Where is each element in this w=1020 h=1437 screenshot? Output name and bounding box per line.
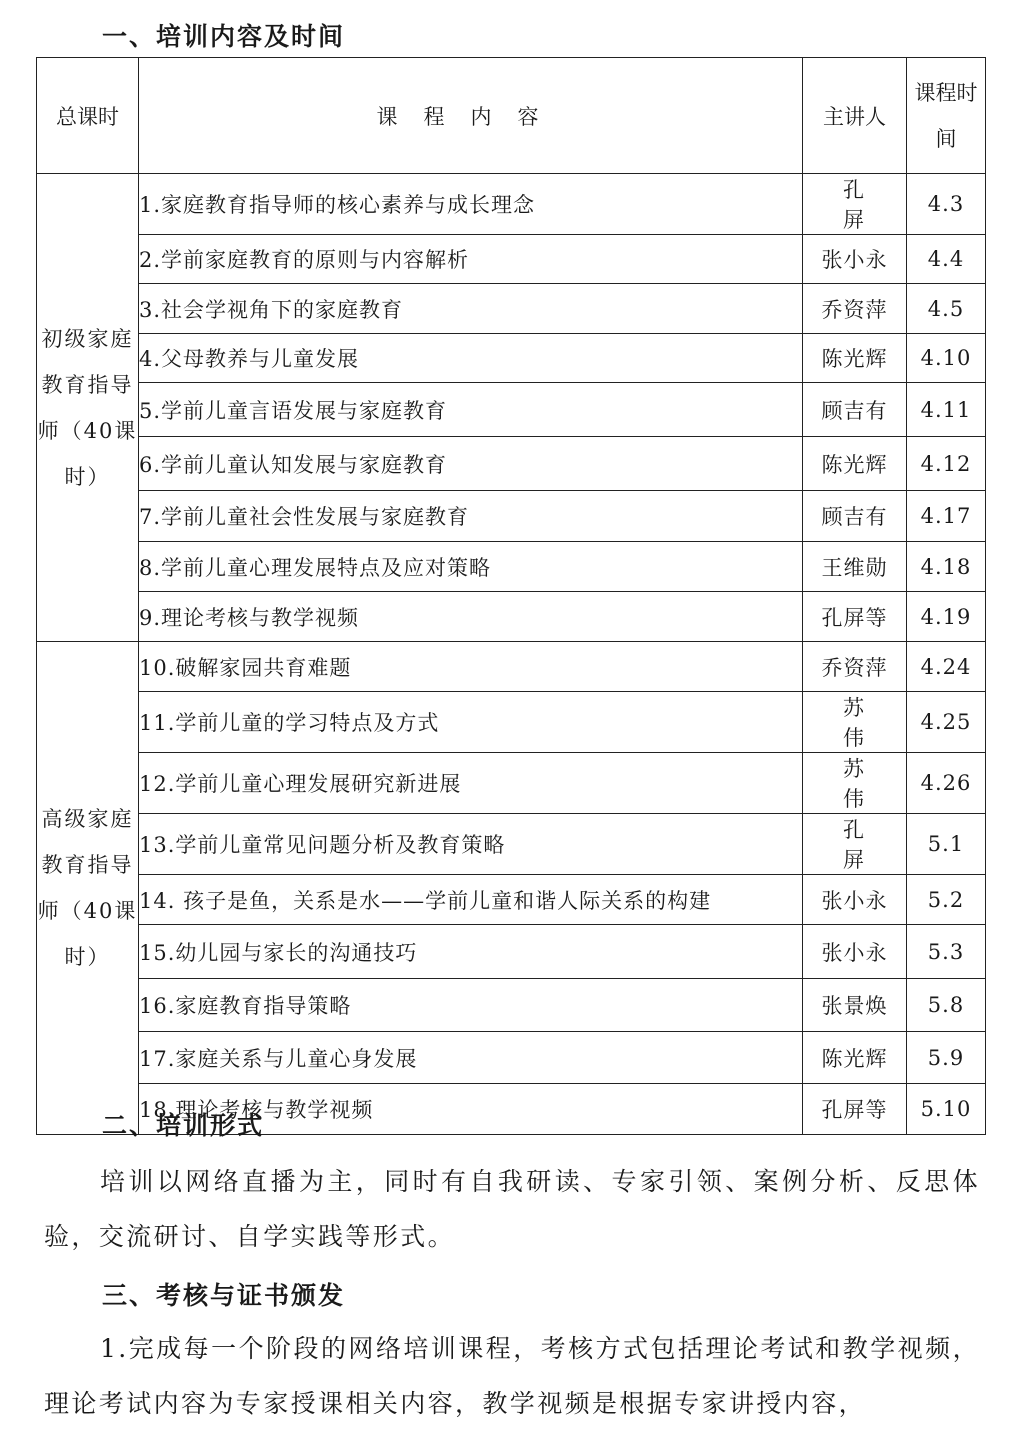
course-date: 4.11 [907, 383, 986, 437]
header-lecturer: 主讲人 [803, 58, 907, 174]
table-row [37, 235, 986, 284]
course-title: 13.学前儿童常见问题分析及教育策略 [139, 814, 803, 875]
course-title: 1.家庭教育指导师的核心素养与成长理念 [139, 174, 803, 235]
lecturer-name: 孔屏 [803, 174, 907, 235]
course-date: 4.5 [907, 284, 986, 334]
header-course-time: 课程时间 [907, 58, 986, 174]
table-row [37, 1032, 986, 1084]
lecturer-name: 乔资萍 [803, 642, 907, 692]
course-title: 11.学前儿童的学习特点及方式 [139, 692, 803, 753]
header-course-content: 课程内容 [139, 58, 803, 174]
section-1-title: 一、培训内容及时间 [102, 22, 346, 51]
table-row [37, 642, 986, 692]
table-row [37, 174, 986, 235]
course-date: 5.8 [907, 979, 986, 1032]
table-row [37, 925, 986, 979]
section-2-title: 二、培训形式 [102, 1111, 265, 1140]
course-date: 4.24 [907, 642, 986, 692]
course-title: 9.理论考核与教学视频 [139, 592, 803, 642]
course-title: 2.学前家庭教育的原则与内容解析 [139, 235, 803, 284]
course-date: 4.19 [907, 592, 986, 642]
table-row [37, 814, 986, 875]
table-row [37, 692, 986, 753]
lecturer-name: 孔屏等 [803, 1084, 907, 1135]
lecturer-name: 陈光辉 [803, 437, 907, 491]
lecturer-name: 陈光辉 [803, 334, 907, 383]
header-total-hours: 总课时 [37, 58, 139, 174]
lecturer-name: 王维勋 [803, 542, 907, 592]
course-date: 4.4 [907, 235, 986, 284]
table-body [37, 174, 986, 1135]
table-row [37, 383, 986, 437]
course-date: 4.10 [907, 334, 986, 383]
course-date: 5.1 [907, 814, 986, 875]
table-row [37, 592, 986, 642]
group-label: 高级家庭教育指导师（40课时） [37, 642, 139, 1135]
course-date: 5.2 [907, 875, 986, 925]
table-row [37, 334, 986, 383]
course-date: 4.26 [907, 753, 986, 814]
course-title: 8.学前儿童心理发展特点及应对策略 [139, 542, 803, 592]
table-header-row [37, 58, 986, 174]
course-title: 17.家庭关系与儿童心身发展 [139, 1032, 803, 1084]
section-3-body: 1.完成每一个阶段的网络培训课程，考核方式包括理论考试和教学视频，理论考试内容为专家授课相关内容，教学视频是根据专家讲授内容， [44, 1334, 980, 1418]
section-3-title: 三、考核与证书颁发 [102, 1281, 346, 1310]
table-row [37, 542, 986, 592]
lecturer-name: 张小永 [803, 875, 907, 925]
lecturer-name: 张景焕 [803, 979, 907, 1032]
table-row [37, 284, 986, 334]
course-schedule-table [36, 57, 986, 1135]
table-row [37, 979, 986, 1032]
course-date: 4.25 [907, 692, 986, 753]
course-date: 5.10 [907, 1084, 986, 1135]
lecturer-name: 苏伟 [803, 692, 907, 753]
section-2-body: 培训以网络直播为主，同时有自我研读、专家引领、案例分析、反思体验，交流研讨、自学实践等形式。 [44, 1167, 980, 1251]
course-date: 4.18 [907, 542, 986, 592]
lecturer-name: 张小永 [803, 925, 907, 979]
course-title: 4.父母教养与儿童发展 [139, 334, 803, 383]
lecturer-name: 张小永 [803, 235, 907, 284]
lecturer-name: 苏伟 [803, 753, 907, 814]
course-date: 5.9 [907, 1032, 986, 1084]
group-label: 初级家庭教育指导师（40课时） [37, 174, 139, 642]
course-title: 10.破解家园共育难题 [139, 642, 803, 692]
lecturer-name: 陈光辉 [803, 1032, 907, 1084]
lecturer-name: 乔资萍 [803, 284, 907, 334]
course-title: 16.家庭教育指导策略 [139, 979, 803, 1032]
lecturer-name: 孔屏等 [803, 592, 907, 642]
table-row [37, 491, 986, 542]
course-title: 5.学前儿童言语发展与家庭教育 [139, 383, 803, 437]
table-row [37, 875, 986, 925]
course-title: 18.理论考核与教学视频 [139, 1084, 803, 1135]
course-date: 4.17 [907, 491, 986, 542]
course-date: 5.3 [907, 925, 986, 979]
course-date: 4.3 [907, 174, 986, 235]
course-title: 15.幼儿园与家长的沟通技巧 [139, 925, 803, 979]
lecturer-name: 顾吉有 [803, 491, 907, 542]
course-title: 3.社会学视角下的家庭教育 [139, 284, 803, 334]
course-date: 4.12 [907, 437, 986, 491]
lecturer-name: 顾吉有 [803, 383, 907, 437]
lecturer-name: 孔屏 [803, 814, 907, 875]
course-title: 14. 孩子是鱼，关系是水——学前儿童和谐人际关系的构建 [139, 875, 803, 925]
table-row [37, 437, 986, 491]
course-title: 6.学前儿童认知发展与家庭教育 [139, 437, 803, 491]
course-title: 12.学前儿童心理发展研究新进展 [139, 753, 803, 814]
table-row [37, 753, 986, 814]
course-title: 7.学前儿童社会性发展与家庭教育 [139, 491, 803, 542]
